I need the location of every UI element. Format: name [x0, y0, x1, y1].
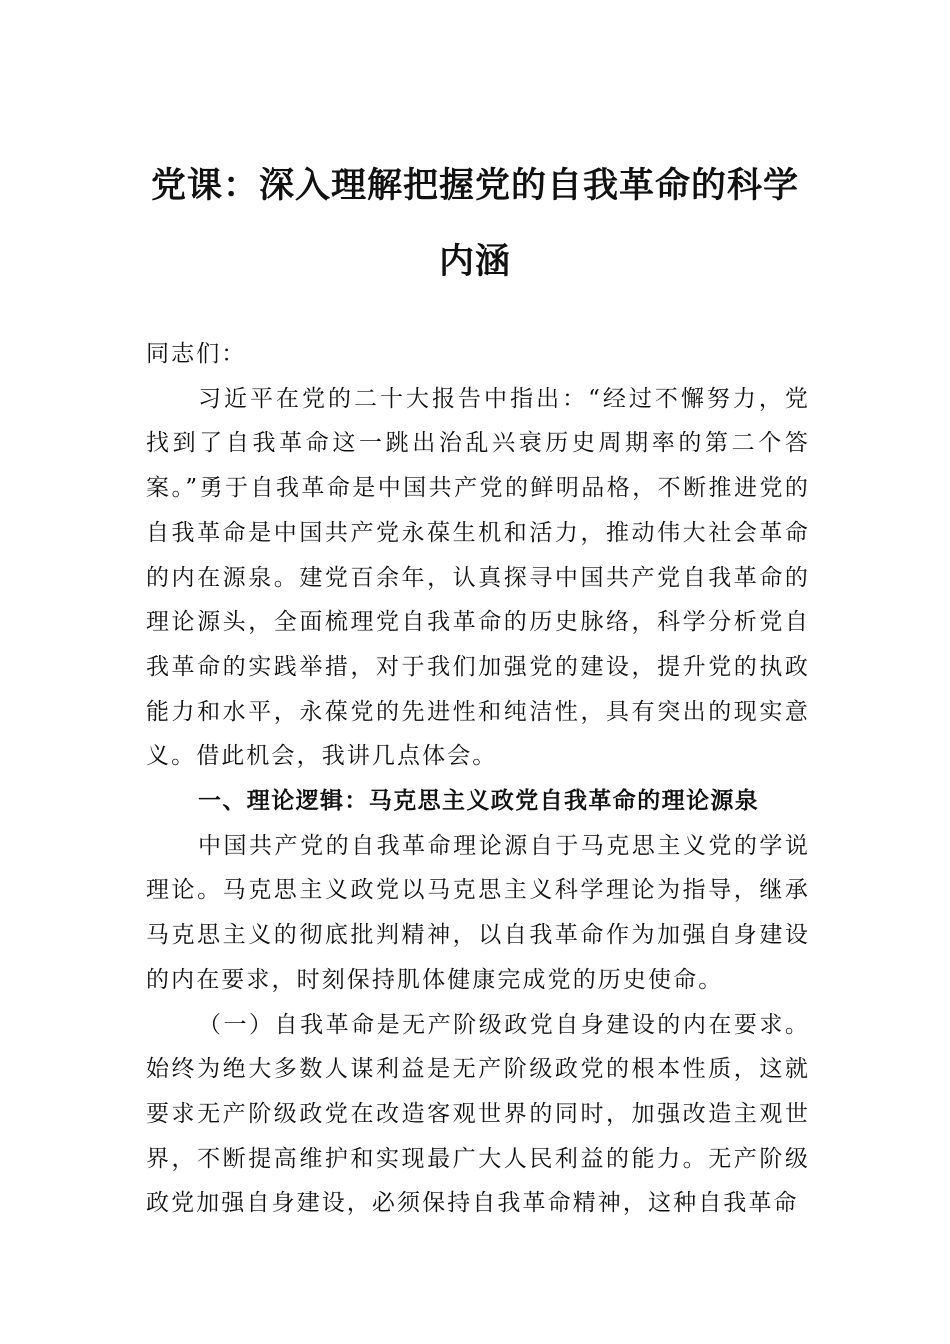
intro-paragraph: 习近平在党的二十大报告中指出：“经过不懈努力，党找到了自我革命这一跳出治乱兴衰历史周期率的第二个答案。”勇于自我革命是中国共产党的鲜明品格，不断推进党的自我革命是中国共产党永葆生机和活力，推动伟大社会革命的内在源泉。建党百余年，认真探寻中国共产党自我革命的理论源头，全面梳理党自我革命的历史脉络，科学分析党自我革命的实践举措，对于我们加强党的建设，提升党的执政能力和水平，永葆党的先进性和纯洁性，具有突出的现实意义。借此机会，我讲几点体会。 [146, 385, 810, 770]
subsection-1-heading: （一）自我革命是无产阶级政党自身建设的内在要求。 [198, 1011, 810, 1038]
document-title [140, 148, 810, 300]
salutation: 同志们： [146, 341, 247, 367]
section-1-paragraph: 中国共产党的自我革命理论源自于马克思主义党的学说理论。马克思主义政党以马克思主义科学理论为指导，继承马克思主义的彻底批判精神，以自我革命作为加强自身建设的内在要求，时刻保持肌体健康完成党的历史使命。 [146, 832, 810, 993]
subsection-1-block [146, 1003, 810, 1227]
title-line-1: 党课：深入理解把握党的自我革命的科学 [150, 165, 799, 206]
document-body [146, 332, 810, 1226]
subsection-1-paragraph: 始终为绝大多数人谋利益是无产阶级政党的根本性质，这就要求无产阶级政党在改造客观世界的同时，加强改造主观世界，不断提高维护和实现最广大人民利益的能力。无产阶级政党加强自身建设，必须保持自我革命精神，这种自我革命 [146, 1056, 810, 1217]
title-line-2: 内涵 [438, 241, 511, 282]
section-1-heading: 一、理论逻辑：马克思主义政党自我革命的理论源泉 [198, 788, 760, 815]
